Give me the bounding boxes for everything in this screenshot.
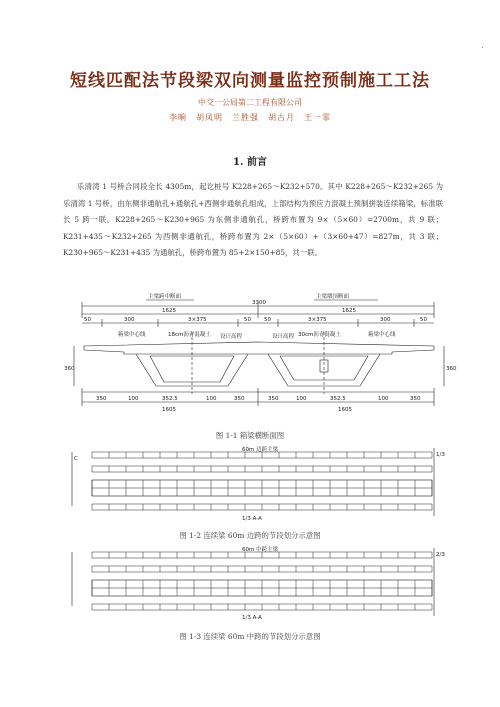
figure2-caption: 图 1-2 连续梁 60m 边跨的节段划分示意图 [179, 531, 321, 540]
figure-box-girder-section [62, 290, 458, 415]
fig1-height: 360 [446, 366, 457, 372]
fig1-left-heading: 主梁跨中断面 [148, 294, 182, 300]
figure1-caption: 图 1-1 箱梁横断面图 [215, 431, 285, 440]
fig1-label: 设计高程 [272, 334, 295, 340]
corner-mark: . [481, 41, 484, 50]
fig1-label: 30cm沥青混凝土 [298, 332, 341, 338]
fig1-top-dim: 3×375 [308, 317, 327, 323]
section-heading-foreword: 1. 前言 [233, 157, 267, 168]
fig1-half-right: 1625 [342, 308, 356, 314]
fig1-bottom-dim: 350 [234, 396, 245, 402]
authors: 李晌 胡凤明 兰胜强 胡古月 王一霏 [169, 113, 331, 122]
organization: 中交一公局第二工程有限公司 [198, 98, 302, 107]
fig1-top-dim: 50 [264, 317, 271, 323]
fig2-left-mark: C [74, 456, 78, 462]
fig1-label: 箱梁中心线 [118, 332, 146, 338]
fig1-bottom-dim: 352.5 [162, 396, 178, 402]
fig1-total-width: 3300 [252, 300, 266, 306]
fig1-label: 箱梁中心线 [368, 332, 396, 338]
fig2-scale-label: 1/3 A-A [242, 516, 262, 522]
document-title: 短线匹配法节段梁双向测量监控预制施工工法 [70, 71, 430, 91]
fig1-top-dim: 3×375 [188, 317, 207, 323]
foreword-paragraph: 乐清湾 1 号桥合同段全长 4305m，起讫桩号 K228+265～K232+570。其中 K228+265～K232+265 为乐清湾 1 号桥，由东侧非通航孔+通航孔+西侧非通航孔组成，上部结构为预应力混凝土预制拼装连续箱梁，标准联长 5 跨一联。K228+265～K230+965 为东侧非通航孔，桥跨布置为 9×（5×60）=2700m，共 9 联；K231+435～K232+265 为西侧非通航孔，桥跨布置为 2×（5×60）+（3×60+47）=827m，共 3 联；K230+965～K231+435 为通航孔，桥跨布置为 85+2×150+85，共一联。 [63, 182, 443, 257]
fig1-bottom-dim: 100 [296, 396, 307, 402]
figure-middle-span-segments [62, 546, 448, 622]
fig1-label: 18cm沥青混凝土 [168, 332, 211, 338]
fig2-top-label: 60m 边跨主梁 [242, 447, 279, 453]
fig1-half-left: 1625 [162, 308, 176, 314]
figure3-caption: 图 1-3 连续梁 60m 中跨的节段划分示意图 [179, 632, 321, 641]
fig1-top-dim: 50 [244, 317, 251, 323]
fig1-top-dim: 300 [380, 317, 391, 323]
fig1-bottom-dim: 100 [378, 396, 389, 402]
fig1-top-dim: 300 [124, 317, 135, 323]
fig1-height: 360 [64, 366, 75, 372]
fig1-top-dim: 50 [84, 317, 91, 323]
fig1-bottom-dim: 350 [410, 396, 421, 402]
fig1-label: 设计高程 [220, 334, 243, 340]
fig1-bottom-dim: 100 [128, 396, 139, 402]
figure-side-span-segments [62, 446, 448, 524]
fig1-bottom-dim: 352.5 [330, 396, 346, 402]
fig1-bottom-dim: 350 [96, 396, 107, 402]
fig1-bottom-dim: 100 [206, 396, 217, 402]
fig3-scale-label: 1/3 A-A [242, 615, 262, 621]
fig3-right-mark: 2/3 [436, 552, 445, 558]
fig1-bottom-total: 1605 [162, 407, 176, 413]
fig2-right-mark: 1/3 [436, 452, 445, 458]
fig1-bottom-dim: 350 [268, 396, 279, 402]
fig3-top-label: 60m 中跨主梁 [242, 547, 279, 553]
fig1-bottom-total: 1605 [338, 407, 352, 413]
fig1-top-dim: 50 [420, 317, 427, 323]
fig1-right-heading: 主梁墩顶断面 [316, 294, 350, 300]
